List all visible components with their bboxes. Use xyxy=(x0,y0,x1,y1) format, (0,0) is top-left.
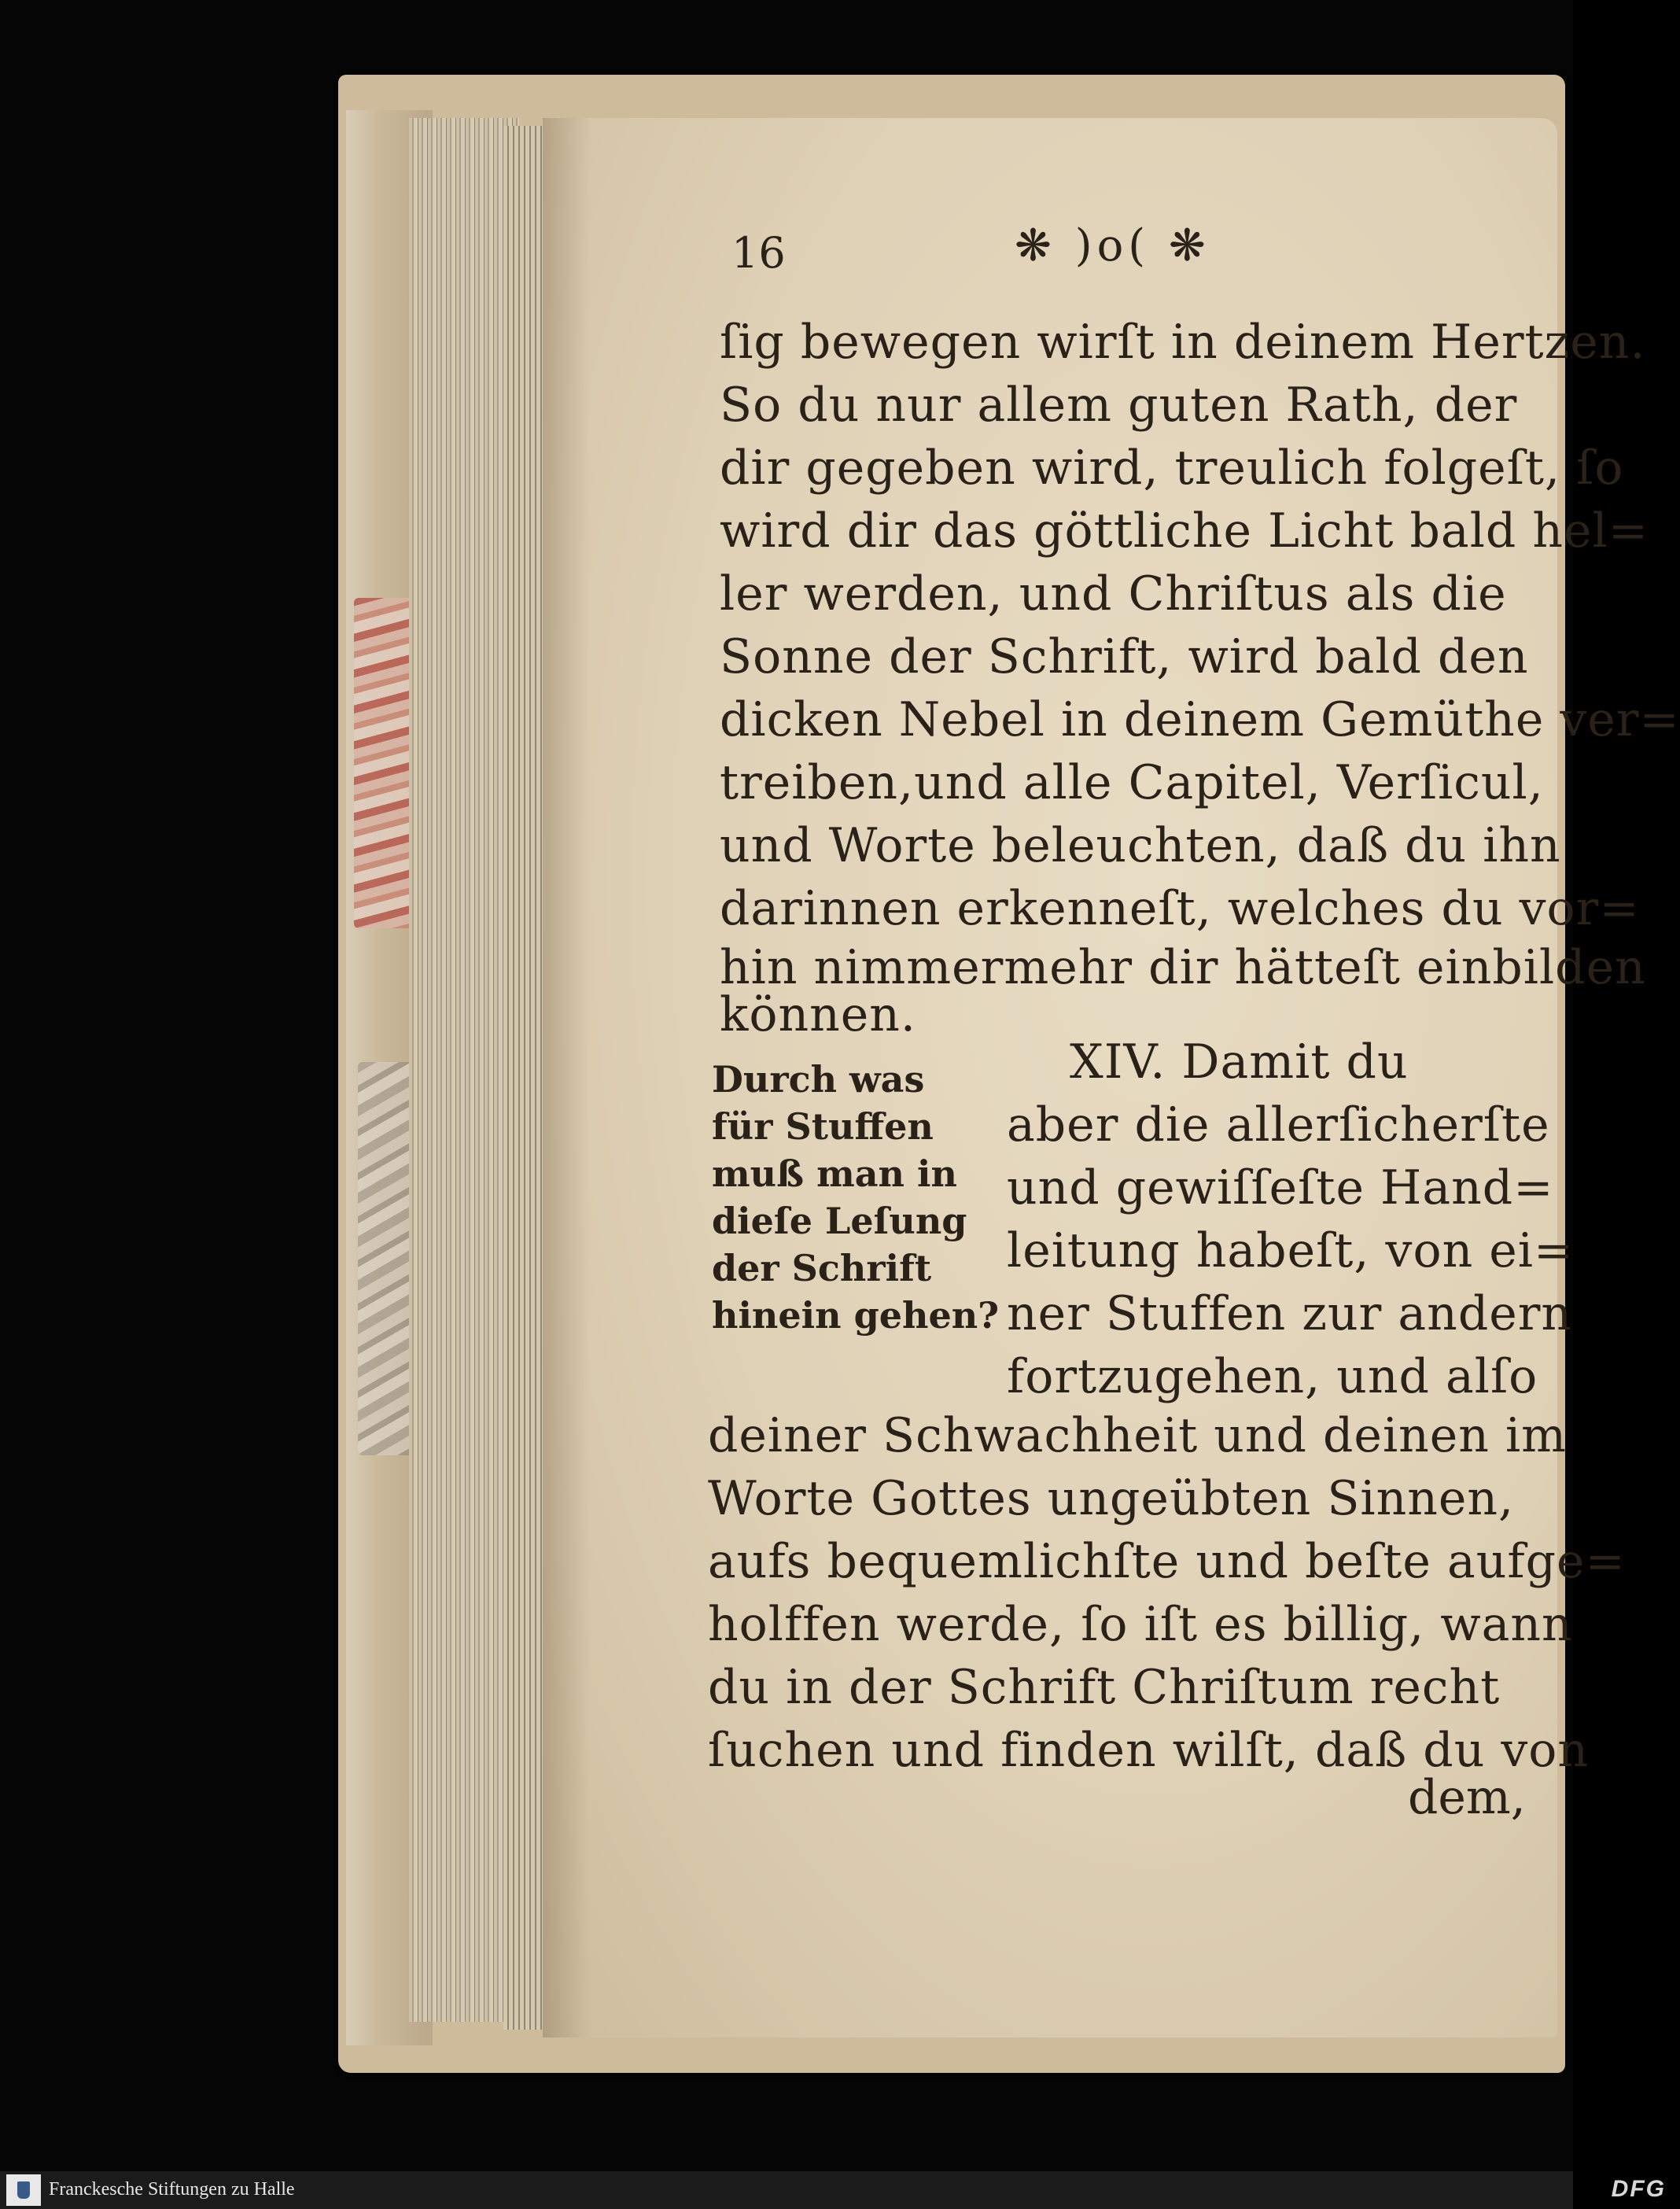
text-line: holffen werde, ſo iſt es billig, wann xyxy=(708,1597,1573,1652)
dfg-logo: DFG xyxy=(1611,2176,1666,2202)
text-line: dir gegeben wird, treulich folgeſt, ſo xyxy=(720,441,1624,496)
margin-note-line: dieſe Leſung xyxy=(712,1200,967,1242)
text-line: ſuchen und finden wilſt, daß du von xyxy=(708,1723,1590,1778)
section-line: und gewiſſeſte Hand= xyxy=(1007,1160,1554,1215)
text-line: darinnen erkenneſt, welches du vor= xyxy=(720,881,1640,936)
text-line: So du nur allem guten Rath, der xyxy=(720,378,1518,433)
section-line: leitung habeſt, von ei= xyxy=(1007,1223,1575,1278)
page-number: 16 xyxy=(731,228,786,278)
text-line: wird dir das göttliche Licht bald hel= xyxy=(720,503,1649,559)
text-line: und Worte beleuchten, daß du ihn xyxy=(720,818,1561,873)
text-line: ler werden, und Chriſtus als die xyxy=(720,566,1507,621)
text-line: hin nimmermehr dir hätteſt einbilden xyxy=(720,940,1646,995)
page-stack-inner xyxy=(503,126,547,2030)
marbled-edge-red xyxy=(354,598,417,928)
catchword: dem, xyxy=(1408,1770,1526,1825)
text-line: Worte Gottes ungeübten Sinnen, xyxy=(708,1471,1515,1526)
institution-logo-icon xyxy=(6,2174,41,2206)
margin-note-line: hinein gehen? xyxy=(712,1294,1000,1337)
text-line: aufs bequemlichſte und beſte aufge= xyxy=(708,1534,1626,1589)
page-gutter-shadow xyxy=(543,118,590,2038)
header-ornament: ❋ )o( ❋ xyxy=(1015,220,1210,271)
institution-name: Franckesche Stiftungen zu Halle xyxy=(49,2179,295,2200)
text-line: du in der Schrift Chriſtum recht xyxy=(708,1660,1501,1715)
section-line: aber die allerſicherſte xyxy=(1007,1097,1550,1152)
margin-note-line: Durch was xyxy=(712,1058,925,1101)
section-line: fortzugehen, und alſo xyxy=(1007,1349,1538,1404)
marbled-edge-grey xyxy=(358,1062,413,1455)
text-line: treiben,und alle Capitel, Verſicul, xyxy=(720,755,1544,810)
section-line: XIV. Damit du xyxy=(1070,1034,1409,1090)
margin-note-line: für Stuffen xyxy=(712,1105,934,1148)
text-line: Sonne der Schrift, wird bald den xyxy=(720,629,1529,684)
text-line: ſig bewegen wirſt in deinem Hertzen. xyxy=(720,315,1646,370)
text-line: dicken Nebel in deinem Gemüthe ver= xyxy=(720,692,1680,747)
text-line: können. xyxy=(720,987,916,1042)
margin-note-line: der Schrift xyxy=(712,1247,932,1289)
margin-note-line: muß man in xyxy=(712,1152,957,1195)
section-line: ner Stuffen zur andern xyxy=(1007,1286,1573,1341)
text-line: deiner Schwachheit und deinen im xyxy=(708,1408,1568,1463)
page-stack xyxy=(409,118,519,2022)
